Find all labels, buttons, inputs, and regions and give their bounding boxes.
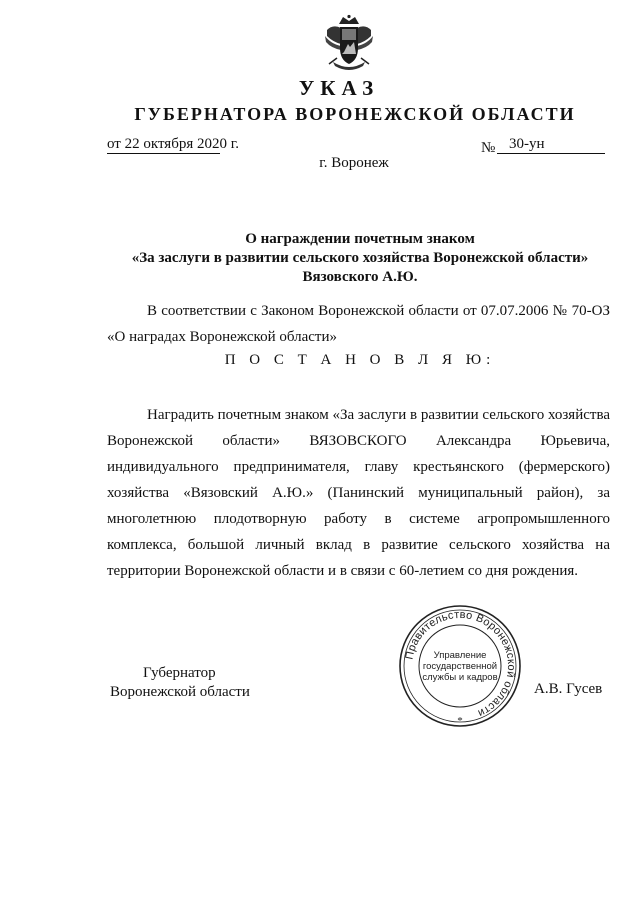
stamp-line: Управление [433,650,487,661]
voronezh-coat-of-arms-icon [323,14,375,72]
document-title: УКАЗ [298,76,380,100]
award-paragraph [107,402,610,584]
basis-line: В соответствии с Законом Воронежской области от 07.07.2006 № 70-ОЗ [147,303,610,319]
document-subject [0,230,640,287]
stamp-inner-text [420,650,500,683]
legal-basis [107,298,610,350]
stamp-ring-text: Правительство Воронежской области [403,608,518,720]
position-line: Воронежской области [110,684,250,700]
award-line: хозяйства «Вязовский А.Ю.» (Панинский муниципальный район), за [107,485,610,501]
award-line: Наградить почетным знаком «За заслуги в развитии сельского хозяйства [147,407,610,423]
signatory-name: А.В. Гусев [534,681,603,697]
award-line: многолетнюю плодотворную работу в системе агропромышленного [107,511,610,527]
stamp-line: службы и кадров [422,672,498,683]
document-issuer: ГУБЕРНАТОРА ВОРОНЕЖСКОЙ ОБЛАСТИ [134,104,576,124]
award-line: индивидуального предпринимателя, главу крестьянского (фермерского) [107,459,610,475]
award-line: Воронежской области» ВЯЗОВСКОГО Александра Юрьевича, [107,433,610,449]
document-number: 30-ун [497,136,605,154]
decree-word: П О С Т А Н О В Л Я Ю: [224,352,496,368]
award-line: комплекса, большой личный вклад в развитие сельского хозяйства на [107,537,610,553]
number-label: № [481,140,496,156]
subject-line: «За заслуги в развитии сельского хозяйства Воронежской области» [131,250,589,266]
subject-line: Вязовского А.Ю. [302,269,418,285]
basis-line: «О наградах Воронежской области» [107,329,338,345]
document-date: от 22 октября 2020 г. [107,136,239,152]
stamp-line: государственной [422,661,498,672]
position-line: Губернатор [143,665,216,681]
subject-line: О награждении почетным знаком [245,231,475,247]
signatory-position [110,664,250,702]
award-line: территории Воронежской области и в связи с 60-летием со дня рождения. [107,563,579,579]
stamp-star: * [457,715,463,727]
document-city: г. Воронеж [319,155,389,171]
